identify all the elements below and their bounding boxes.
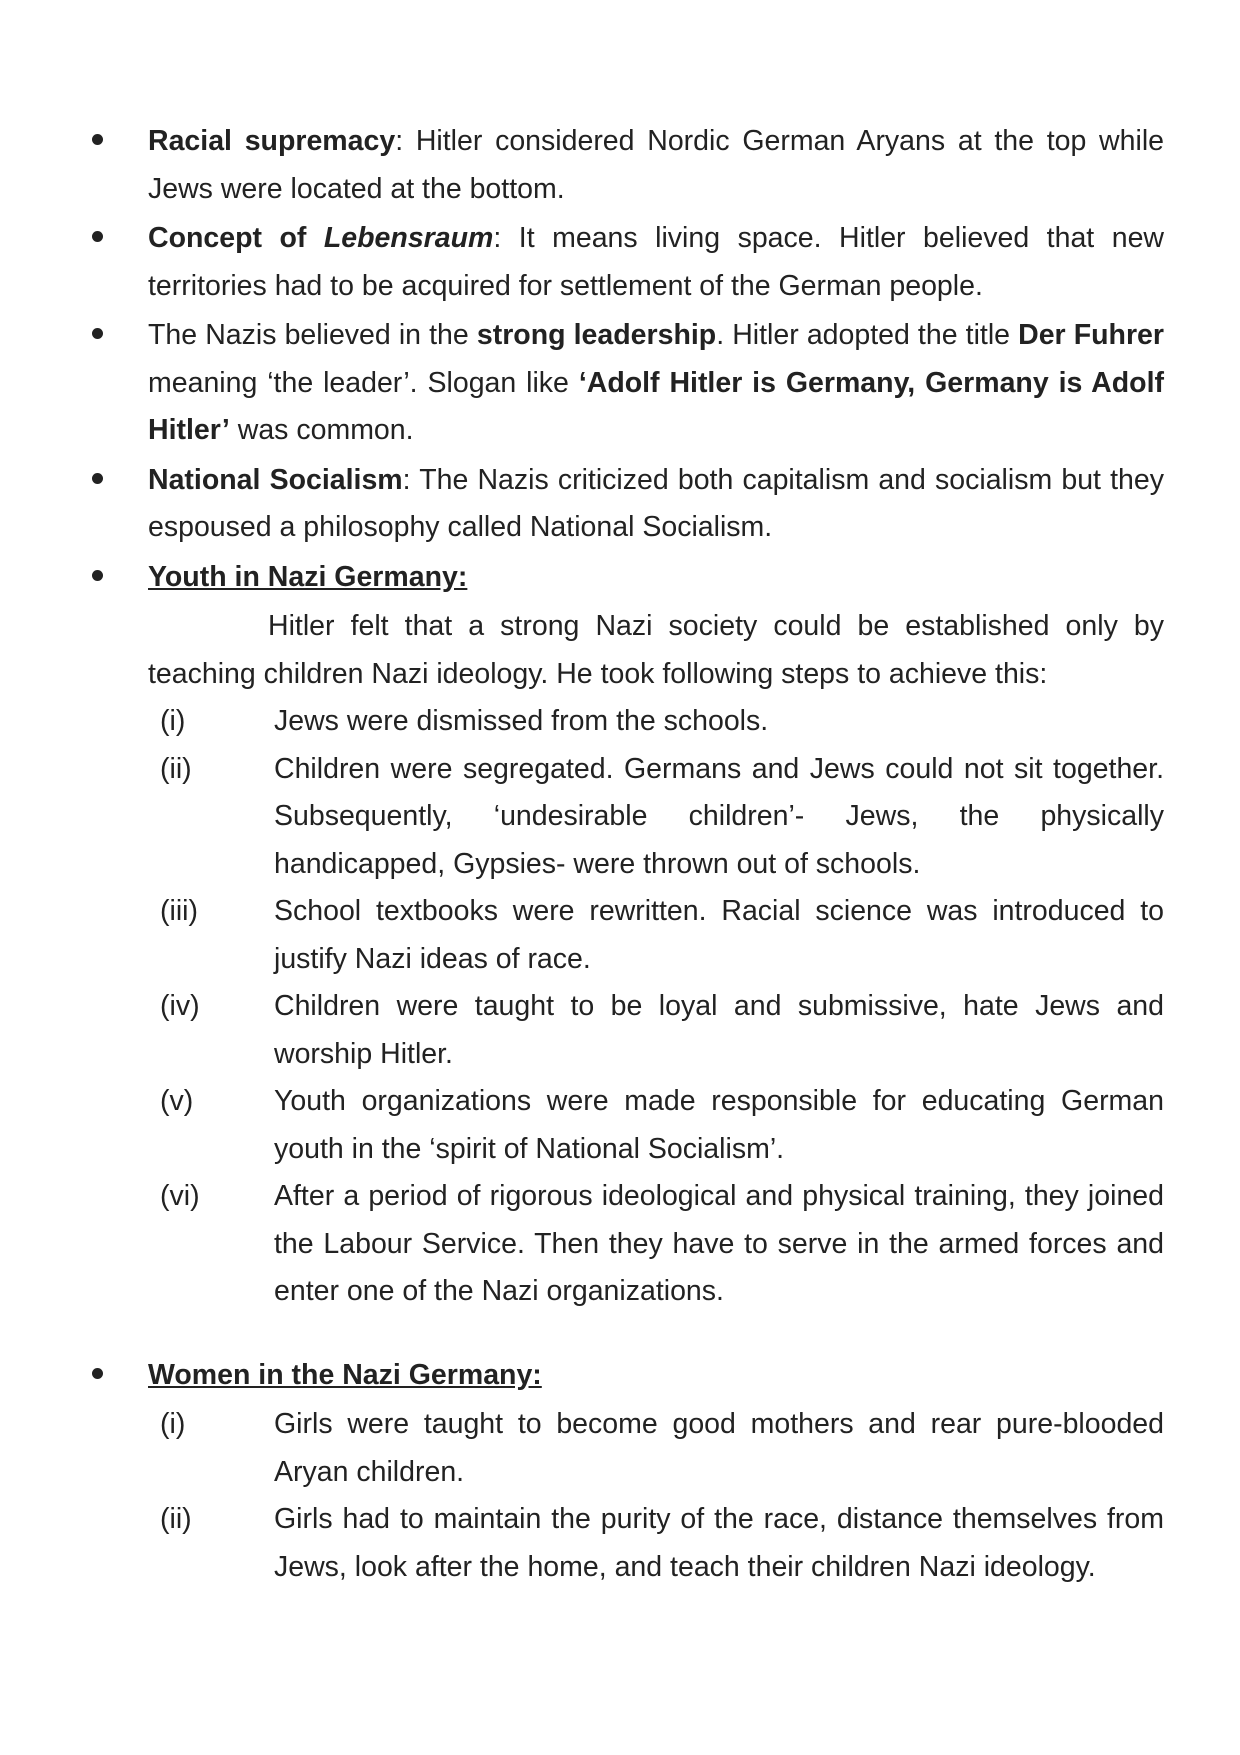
list-text: Girls had to maintain the purity of the race, distance themselves from Jews, look after the home, and teach their children Nazi ideology. [274, 1503, 1164, 1583]
bullet-term-italic: Lebensraum [323, 222, 494, 254]
list-text: Children were taught to be loyal and submissive, hate Jews and worship Hitler. [274, 990, 1164, 1070]
youth-intro: Hitler felt that a strong Nazi society could be established only by teaching children Nazi ideology. He took following steps to achieve this: [148, 610, 1164, 690]
bullet-body: : It means living space. Hitler believed that new territories had to be acquired for settlement of the German people. [148, 222, 1164, 302]
list-number: (ii) [160, 752, 192, 785]
list-item [160, 698, 1164, 746]
bullet-dot [92, 134, 103, 145]
bullet-body: : Hitler considered Nordic German Aryans at the top while Jews were located at the bottom. [148, 125, 1164, 205]
list-number: (i) [160, 1408, 186, 1440]
bullet-text [148, 118, 1164, 213]
bullet-text [148, 457, 1164, 552]
list-number: (vi) [160, 1180, 200, 1212]
list-item [160, 888, 1164, 983]
section-spacer [88, 1316, 1164, 1352]
section-heading [148, 554, 1164, 602]
bullet-term: Der Fuhrer [1018, 319, 1164, 351]
bullet-dot [92, 570, 103, 581]
bullet-term: strong leadership [476, 319, 717, 351]
list-number: (ii) [160, 1503, 192, 1535]
bullet-text [148, 215, 1164, 310]
bullet-body: meaning ‘the leader’. Slogan like [148, 366, 579, 399]
bullet-term: Concept of [148, 222, 324, 254]
list-number: (iv) [160, 990, 200, 1022]
bullet-dot [92, 231, 103, 242]
list-text: After a period of rigorous ideological and physical training, they joined the Labour Service. Then they have to serve in the armed forces and enter one of the Nazi organizations. [274, 1180, 1164, 1307]
document-body [88, 118, 1164, 1591]
bullet-dot [92, 473, 103, 484]
list-item [160, 1401, 1164, 1496]
bullet-lebensraum [88, 215, 1164, 310]
list-text: School textbooks were rewritten. Racial science was introduced to justify Nazi ideas of race. [274, 895, 1164, 975]
list-text: Girls were taught to become good mothers and rear pure-blooded Aryan children. [274, 1408, 1164, 1488]
list-text: Youth organizations were made responsible for educating German youth in the ‘spirit of National Socialism’. [274, 1085, 1164, 1165]
bullet-body: . Hitler adopted the title [716, 319, 1019, 351]
section-women [88, 1352, 1164, 1400]
bullet-text [148, 312, 1164, 455]
list-text: Jews were dismissed from the schools. [274, 705, 769, 737]
section-heading [148, 1352, 1164, 1400]
bullet-body: The Nazis believed in the [148, 319, 477, 351]
bullet-dot [92, 328, 103, 339]
list-number: (iii) [160, 895, 198, 927]
list-item [160, 746, 1164, 889]
list-number: (v) [160, 1085, 194, 1117]
bullet-national-socialism [88, 457, 1164, 552]
list-number: (i) [160, 705, 186, 737]
list-item [160, 1496, 1164, 1591]
section-youth [88, 554, 1164, 602]
bullet-strong-leadership [88, 312, 1164, 455]
list-item [160, 983, 1164, 1078]
bullet-racial-supremacy [88, 118, 1164, 213]
list-item [160, 1078, 1164, 1173]
bullet-body: was common. [229, 414, 414, 446]
bullet-term: National Socialism [148, 463, 403, 496]
bullet-body: : The Nazis criticized both capitalism and socialism but they espoused a philosophy called National Socialism. [148, 463, 1164, 543]
list-item [160, 1173, 1164, 1316]
bullet-term: Racial supremacy [148, 125, 396, 157]
youth-heading: Youth in Nazi Germany: [148, 560, 468, 593]
women-heading: Women in the Nazi Germany: [148, 1358, 542, 1391]
list-text: Children were segregated. Germans and Jews could not sit together. Subsequently, ‘undesirable children’- Jews, the physically handicapped, Gypsies- were thrown out of schools. [274, 752, 1164, 880]
bullet-dot [92, 1368, 103, 1379]
bullet-slogan: ‘Adolf Hitler is Germany, Germany is Adolf Hitler’ [148, 366, 1164, 446]
